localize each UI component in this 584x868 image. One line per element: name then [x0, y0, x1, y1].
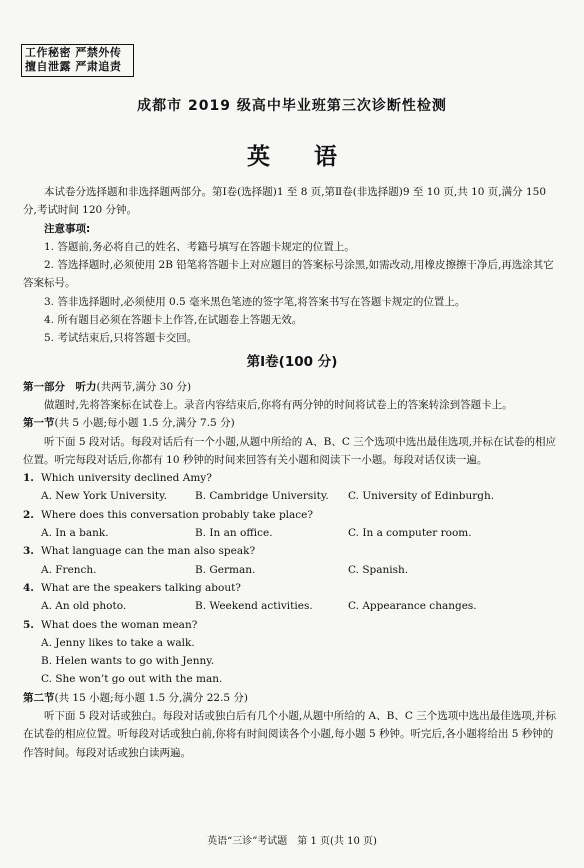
- part1-intro: 做题时,先将答案标在试卷上。录音内容结束后,你将有两分钟的时间将试卷上的答案转涂到答题卡上。: [44, 398, 513, 411]
- question-number: 5.: [23, 618, 34, 631]
- option-c: C. University of Edinburgh.: [348, 490, 495, 503]
- confidential-line-1: 工作秘密 严禁外传: [25, 46, 122, 59]
- question-3: [23, 542, 561, 579]
- question-number: 3.: [23, 545, 34, 558]
- section1-heading-rest: (共 5 小题;每小题 1.5 分,满分 7.5 分): [54, 417, 235, 430]
- option-c: C. Spanish.: [348, 563, 409, 576]
- question-5: [23, 616, 561, 689]
- question-text: What does the woman mean?: [41, 618, 198, 631]
- notice-4: 4. 所有题目必须在答题卡上作答,在试题卷上答题无效。: [44, 314, 303, 327]
- question-text: What are the speakers talking about?: [41, 581, 241, 594]
- question-4: [23, 579, 561, 616]
- page-footer: 英语“三诊”考试题 第 1 页(共 10 页): [207, 836, 377, 847]
- option-b: B. German.: [195, 563, 256, 576]
- subject-title: 英 语: [246, 144, 355, 170]
- option-a: A. French.: [41, 563, 97, 576]
- option-a: A. An old photo.: [41, 600, 127, 613]
- confidential-line-2: 擅自泄露 严肃追责: [25, 60, 122, 73]
- notice-title: 注意事项:: [44, 222, 91, 235]
- question-number: 1.: [23, 472, 34, 485]
- notice-5: 5. 考试结束后,只将答题卡交回。: [44, 332, 198, 345]
- question-2: [23, 506, 561, 543]
- section2-heading-bold: 第二节: [23, 691, 55, 704]
- question-number: 4.: [23, 581, 34, 594]
- question-text: What language can the man also speak?: [41, 545, 256, 558]
- option-b: B. Helen wants to go with Jenny.: [41, 655, 215, 668]
- option-c: C. Appearance changes.: [348, 600, 477, 613]
- option-a: A. In a bank.: [41, 527, 109, 540]
- volume-title: 第Ⅰ卷(100 分): [246, 353, 338, 370]
- notice-2: 2. 答选择题时,必须使用 2B 铅笔将答题卡上对应题目的答案标号涂黑,如需改动,用橡皮擦擦干净后,再选涂其它答案标号。: [23, 259, 554, 290]
- option-c: C. She won’t go out with the man.: [41, 673, 223, 686]
- option-b: B. In an office.: [195, 527, 273, 540]
- question-1: [23, 469, 561, 506]
- section1-heading: [23, 414, 561, 432]
- notice-3: 3. 答非选择题时,必须使用 0.5 毫米黑色笔迹的签字笔,将答案书写在答题卡规定的位置上。: [44, 295, 466, 308]
- confidential-stamp: [21, 44, 134, 77]
- part1-heading-bold: 第一部分 听力: [23, 380, 97, 393]
- option-c: C. In a computer room.: [348, 527, 472, 540]
- question-text: Where does this conversation probably take place?: [41, 508, 314, 521]
- section2-heading-rest: (共 15 小题;每小题 1.5 分,满分 22.5 分): [54, 691, 249, 704]
- notice-1: 1. 答题前,务必将自己的姓名、考籍号填写在答题卡规定的位置上。: [44, 240, 355, 253]
- option-b: B. Cambridge University.: [195, 490, 329, 503]
- section1-intro: 听下面 5 段对话。每段对话后有一个小题,从题中所给的 A、B、C 三个选项中选出最佳选项,并标在试卷的相应位置。听完每段对话后,你都有 10 秒钟的时间来回答有关小题和阅读下一小题。每段对话仅读一遍。: [23, 435, 557, 466]
- exam-content: [23, 183, 561, 762]
- option-a: A. New York University.: [41, 490, 168, 503]
- question-text: Which university declined Amy?: [41, 472, 212, 485]
- exam-title: 成都市 2019 级高中毕业班第三次诊断性检测: [137, 98, 447, 114]
- question-number: 2.: [23, 508, 34, 521]
- section1-heading-bold: 第一节: [23, 417, 55, 430]
- option-b: B. Weekend activities.: [195, 600, 313, 613]
- option-a: A. Jenny likes to take a walk.: [41, 636, 195, 649]
- section2-heading: [23, 689, 561, 707]
- section2-intro: 听下面 5 段对话或独白。每段对话或独白后有几个小题,从题中所给的 A、B、C 三个选项中选出最佳选项,并标在试卷的相应位置。听每段对话或独白前,你将有时间阅读各个小题,每小题 5 秒钟。听完后,各小题将给出 5 秒钟的作答时间。每段对话或独白读两遍。: [23, 710, 557, 759]
- part1-heading: [23, 378, 561, 396]
- intro-paragraph: 本试卷分选择题和非选择题两部分。第Ⅰ卷(选择题)1 至 8 页,第Ⅱ卷(非选择题)9 至 10 页,共 10 页,满分 150 分,考试时间 120 分钟。: [23, 186, 547, 217]
- part1-heading-rest: (共两节,满分 30 分): [96, 380, 192, 393]
